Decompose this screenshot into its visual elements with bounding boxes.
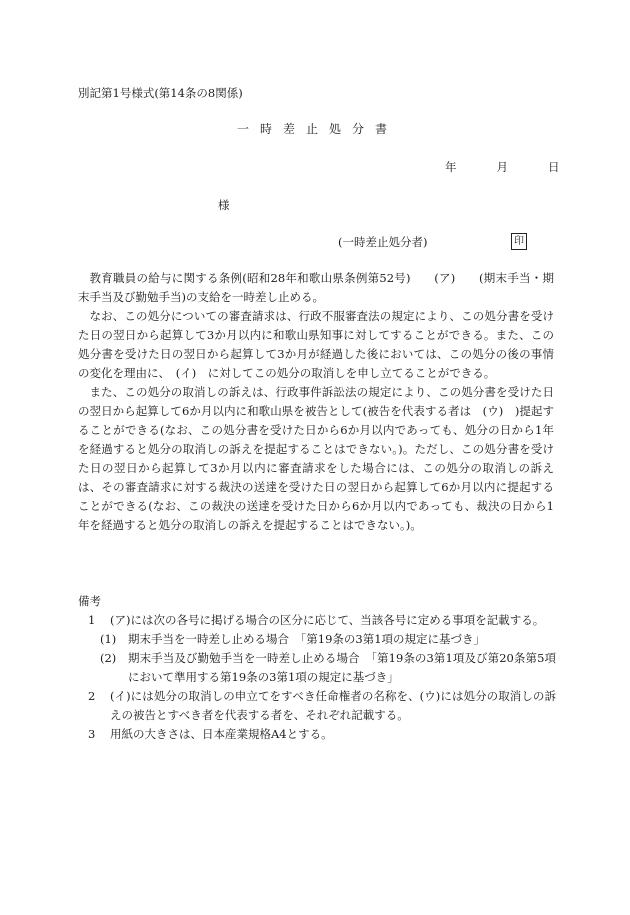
body-paragraph-3: また、この処分の取消しの訴えは、行政事件訴訟法の規定により、この処分書を受けた日の翌日から起算して6か月以内に和歌山県を被告として(被告を代表する者は (ウ) )提起することができる(なお、この処分書を受けた日から6か月以内であっても、処分の日から1年を経過すると処分の取消しの訴えを提起することはできない。)。ただし、この処分書を受けた日の翌日から起算して3か月以内に審査請求をした場合には、この処分の取消しの訴えは、その審査請求に対する裁決の送達を受けた日の翌日から起算して6か月以内に提起することができる(なお、この裁決の送達を受けた日から6か月以内であっても、裁決の日から1年を経過すると処分の取消しの訴えを提起することはできない。)。 — [78, 385, 554, 532]
body-paragraph-2: なお、この処分についての審査請求は、行政不服審査法の規定により、この処分書を受けた日の翌日から起算して3か月以内に和歌山県知事に対してすることができる。また、この処分書を受けた日の翌日から起算して3か月が経過した後においては、この処分の後の事情の変化を理由に、 (イ) に対してこの処分の取消しを申し立てることができる。 — [78, 309, 554, 380]
addressee-suffix: 様 — [218, 198, 230, 212]
remark-item — [78, 725, 556, 744]
date-line — [445, 158, 560, 177]
issuer-label: (一時差止処分者) — [338, 235, 428, 249]
body-paragraph-1: 教育職員の給与に関する条例(昭和28年和歌山県条例第52号) (ア) (期末手当・期末手当及び勤勉手当)の支給を一時差し止める。 — [78, 271, 554, 304]
remark-number: 2 — [88, 689, 96, 703]
remark-number: 3 — [88, 727, 96, 741]
document-body — [78, 269, 554, 535]
date-year: 年 — [445, 160, 457, 174]
date-day: 日 — [548, 160, 560, 174]
remark-subitem-text: 期末手当及び勤勉手当を一時差し止める場合 「第19条の3第1項及び第20条第5項において準用する第19条の3第1項の規定に基づき」 — [128, 651, 556, 684]
remarks-section — [78, 592, 556, 744]
remark-subitem — [78, 649, 556, 687]
date-month: 月 — [496, 160, 508, 174]
document-title: 一時差止処分書 — [237, 122, 399, 136]
remark-subitem — [78, 630, 556, 649]
remarks-heading: 備考 — [78, 594, 101, 608]
remark-text: (イ)には処分の取消しの申立てをすべき任命権者の名称を、(ウ)には処分の取消しの訴えの被告とすべき者を代表する者を、それぞれ記載する。 — [110, 689, 556, 722]
remark-subitem-number: (1) — [100, 632, 117, 646]
remark-item — [78, 611, 556, 630]
remark-text: (ア)には次の各号に掲げる場合の区分に応じて、当該各号に定める事項を記載する。 — [110, 613, 545, 627]
seal-mark: 印 — [511, 233, 527, 250]
remark-item — [78, 687, 556, 725]
remark-subitem-text: 期末手当を一時差し止める場合 「第19条の3第1項の規定に基づき」 — [128, 632, 486, 646]
remark-number: 1 — [88, 613, 96, 627]
remark-text: 用紙の大きさは、日本産業規格A4とする。 — [110, 727, 333, 741]
remark-subitem-number: (2) — [100, 651, 117, 665]
form-reference: 別記第1号様式(第14条の8関係) — [78, 86, 243, 100]
